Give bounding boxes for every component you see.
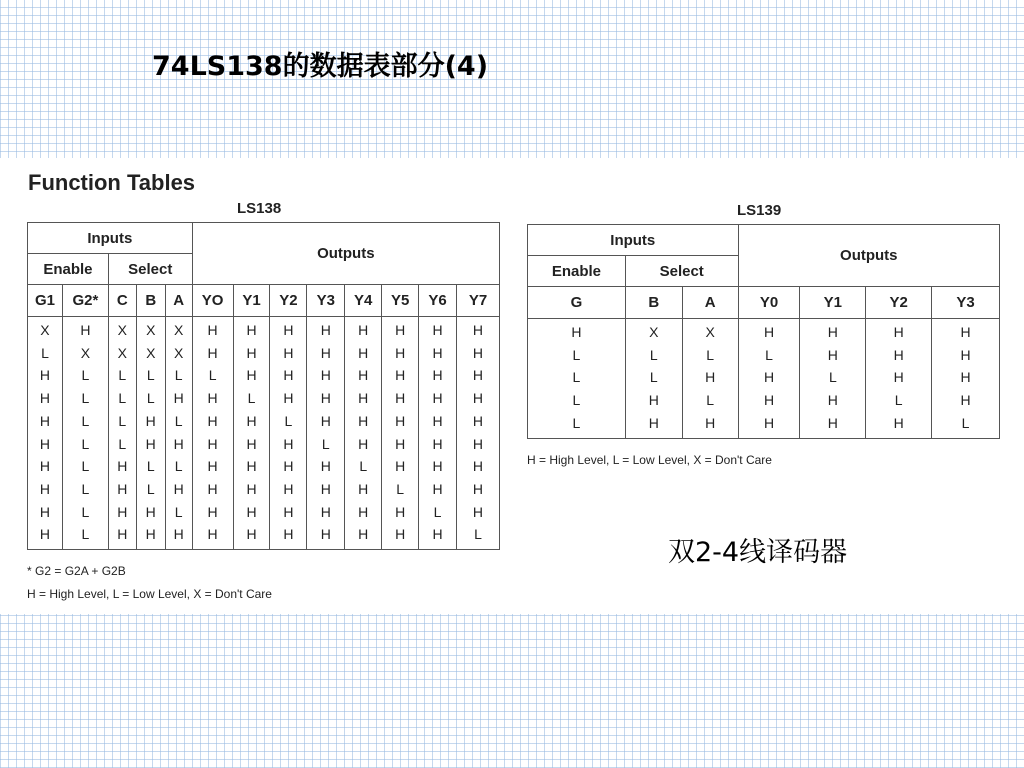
table-cell: H: [173, 390, 184, 407]
table-cell: L: [118, 412, 127, 429]
ls138-col-header: Y6: [419, 285, 457, 317]
table-cell: H: [145, 435, 156, 452]
table-cell: H: [39, 480, 51, 497]
slide-title: 74LS138的数据表部分(4): [152, 51, 489, 82]
table-cell: H: [39, 526, 51, 543]
ls139-legend: H = High Level, L = Low Level, X = Don't Care: [527, 453, 772, 467]
table-cell: H: [358, 322, 369, 338]
table-cell: H: [207, 526, 218, 543]
table-cell: L: [572, 369, 581, 386]
table-cell: H: [705, 414, 716, 431]
table-cell: H: [472, 390, 484, 407]
table-cell: H: [320, 322, 331, 338]
ls139-col-header: Y0: [738, 287, 800, 319]
ls139-col-values: [625, 319, 682, 439]
table-cell: H: [173, 526, 184, 543]
table-cell: H: [395, 526, 406, 543]
table-cell: H: [432, 480, 443, 497]
table-cell: H: [395, 367, 406, 384]
table-cell: H: [80, 322, 91, 338]
ls139-inputs-header: Inputs: [528, 225, 739, 256]
table-cell: H: [117, 458, 128, 475]
table-cell: H: [432, 412, 443, 429]
function-tables-title: Function Tables: [28, 170, 196, 195]
ls138-column-headers: [28, 285, 500, 317]
ls138-outputs-header: Outputs: [192, 223, 499, 285]
table-cell: H: [827, 346, 838, 363]
table-cell: H: [145, 412, 156, 429]
ls138-col-header: Y1: [233, 285, 270, 317]
ls138-function-table: [27, 222, 500, 550]
ls138-col-values: [307, 317, 345, 550]
ls138-col-values: [233, 317, 270, 550]
table-cell: H: [395, 322, 406, 338]
table-cell: H: [207, 390, 218, 407]
ls138-inputs-header: Inputs: [28, 223, 193, 254]
ls138-col-header: Y3: [307, 285, 345, 317]
table-cell: H: [432, 526, 443, 543]
table-cell: H: [705, 369, 716, 386]
table-cell: L: [118, 435, 127, 452]
ls138-col-header: Y2: [270, 285, 307, 317]
ls138-col-values: [108, 317, 136, 550]
table-cell: H: [827, 324, 838, 340]
table-cell: H: [39, 435, 51, 452]
table-cell: H: [395, 412, 406, 429]
table-cell: H: [432, 390, 443, 407]
table-cell: H: [960, 324, 971, 340]
ls138-col-header: G2*: [62, 285, 108, 317]
table-cell: H: [358, 367, 369, 384]
table-cell: H: [358, 412, 369, 429]
table-cell: H: [472, 480, 484, 497]
ls139-label: LS139: [737, 202, 782, 219]
ls139-column-headers: [528, 287, 1000, 319]
table-cell: H: [763, 414, 775, 431]
table-cell: L: [118, 390, 127, 407]
table-cell: H: [246, 412, 257, 429]
table-cell: X: [174, 322, 184, 338]
table-cell: X: [146, 344, 156, 361]
table-cell: L: [174, 503, 183, 520]
ls139-col-values: [738, 319, 800, 439]
table-cell: L: [81, 412, 90, 429]
ls139-col-header: B: [625, 287, 682, 319]
table-cell: L: [433, 503, 442, 520]
ls138-col-header: Y5: [382, 285, 419, 317]
table-cell: H: [893, 346, 904, 363]
ls138-col-header: A: [165, 285, 192, 317]
table-cell: L: [649, 346, 658, 363]
table-cell: H: [145, 526, 156, 543]
table-cell: L: [474, 526, 482, 543]
table-cell: H: [207, 458, 218, 475]
table-cell: L: [174, 412, 183, 429]
table-cell: L: [284, 412, 293, 429]
table-cell: L: [146, 458, 155, 475]
table-cell: X: [649, 324, 659, 340]
table-cell: H: [648, 414, 659, 431]
ls138-values-row: [28, 317, 500, 550]
table-cell: X: [705, 324, 715, 340]
table-cell: H: [472, 412, 484, 429]
table-cell: L: [81, 435, 90, 452]
table-cell: H: [320, 367, 331, 384]
table-cell: H: [960, 369, 971, 386]
table-cell: H: [246, 503, 257, 520]
ls138-col-values: [456, 317, 499, 550]
table-cell: L: [961, 414, 970, 431]
table-cell: L: [247, 390, 256, 407]
ls138-col-values: [136, 317, 165, 550]
table-cell: H: [395, 390, 406, 407]
table-cell: X: [117, 344, 127, 361]
table-cell: H: [432, 435, 443, 452]
table-cell: H: [320, 390, 331, 407]
table-cell: L: [81, 526, 90, 543]
table-cell: L: [572, 414, 581, 431]
table-cell: H: [320, 526, 331, 543]
table-cell: H: [358, 526, 369, 543]
table-cell: H: [283, 390, 294, 407]
table-cell: X: [117, 322, 127, 338]
table-cell: H: [207, 480, 218, 497]
table-cell: H: [827, 392, 838, 409]
table-cell: L: [146, 390, 155, 407]
table-cell: H: [145, 503, 156, 520]
ls138-select-header: Select: [108, 254, 192, 285]
table-cell: L: [81, 367, 90, 384]
table-cell: H: [320, 412, 331, 429]
table-cell: H: [283, 480, 294, 497]
ls138-col-header: G1: [28, 285, 63, 317]
table-cell: L: [208, 367, 217, 384]
ls138-col-values: [382, 317, 419, 550]
ls138-col-header: YO: [192, 285, 233, 317]
datasheet-excerpt: [0, 158, 1024, 614]
ls139-values-row: [528, 319, 1000, 439]
ls139-function-table: [527, 224, 1000, 439]
table-cell: H: [117, 480, 128, 497]
table-cell: H: [39, 412, 51, 429]
table-cell: L: [146, 480, 155, 497]
ls139-outputs-header: Outputs: [738, 225, 999, 287]
table-cell: H: [395, 458, 406, 475]
ls138-col-header: Y4: [345, 285, 382, 317]
ls138-col-values: [345, 317, 382, 550]
table-cell: L: [41, 344, 49, 361]
table-cell: H: [283, 344, 294, 361]
table-cell: H: [246, 480, 257, 497]
table-cell: H: [39, 458, 51, 475]
table-cell: L: [765, 346, 773, 363]
ls139-col-header: A: [682, 287, 738, 319]
table-cell: H: [763, 392, 775, 409]
table-cell: L: [146, 367, 155, 384]
table-cell: X: [146, 322, 156, 338]
table-cell: H: [117, 503, 128, 520]
table-cell: L: [321, 435, 330, 452]
table-cell: H: [648, 392, 659, 409]
table-cell: H: [246, 458, 257, 475]
table-cell: H: [207, 344, 218, 361]
table-cell: H: [893, 369, 904, 386]
table-cell: H: [358, 344, 369, 361]
table-cell: L: [572, 392, 581, 409]
table-cell: H: [207, 322, 218, 338]
table-cell: H: [283, 435, 294, 452]
table-cell: H: [472, 435, 484, 452]
ls138-enable-header: Enable: [28, 254, 109, 285]
table-cell: H: [472, 367, 484, 384]
table-cell: H: [173, 480, 184, 497]
table-cell: H: [246, 526, 257, 543]
table-cell: H: [432, 458, 443, 475]
ls139-col-header: Y1: [800, 287, 866, 319]
ls138-col-values: [192, 317, 233, 550]
table-cell: L: [174, 367, 183, 384]
table-cell: H: [283, 526, 294, 543]
table-cell: H: [246, 344, 257, 361]
table-cell: H: [246, 435, 257, 452]
ls138-col-values: [165, 317, 192, 550]
table-cell: H: [827, 414, 838, 431]
table-cell: L: [706, 392, 715, 409]
table-cell: L: [118, 367, 127, 384]
table-cell: L: [81, 480, 90, 497]
table-cell: L: [572, 346, 581, 363]
table-cell: H: [207, 435, 218, 452]
table-cell: H: [358, 435, 369, 452]
table-cell: H: [358, 390, 369, 407]
table-cell: X: [80, 344, 91, 361]
ls139-col-values: [682, 319, 738, 439]
table-cell: L: [81, 503, 90, 520]
table-cell: H: [283, 458, 294, 475]
table-cell: H: [358, 480, 369, 497]
ls138-col-header: C: [108, 285, 136, 317]
ls138-col-values: [270, 317, 307, 550]
table-cell: H: [320, 344, 331, 361]
table-cell: H: [207, 412, 218, 429]
table-cell: H: [893, 414, 904, 431]
table-cell: H: [432, 367, 443, 384]
ls138-col-values: [28, 317, 63, 550]
table-cell: H: [432, 322, 443, 338]
table-cell: H: [893, 324, 904, 340]
table-cell: H: [283, 322, 294, 338]
table-cell: H: [960, 392, 971, 409]
table-cell: H: [117, 526, 128, 543]
table-cell: H: [763, 369, 775, 386]
table-cell: H: [320, 480, 331, 497]
table-cell: H: [472, 503, 484, 520]
table-cell: H: [472, 458, 484, 475]
ls139-col-values: [528, 319, 626, 439]
ls139-enable-header: Enable: [528, 256, 626, 287]
table-cell: H: [246, 367, 257, 384]
ls139-select-header: Select: [625, 256, 738, 287]
table-cell: H: [571, 324, 582, 340]
ls139-col-values: [932, 319, 1000, 439]
table-cell: L: [81, 390, 90, 407]
table-cell: H: [395, 503, 406, 520]
ls138-label: LS138: [237, 200, 282, 217]
table-cell: H: [320, 503, 331, 520]
table-cell: X: [174, 344, 184, 361]
ls139-col-header: Y2: [866, 287, 932, 319]
table-cell: L: [828, 369, 837, 386]
table-cell: H: [960, 346, 971, 363]
ls139-col-values: [800, 319, 866, 439]
caption-dual-2-4-decoder: 双2-4线译码器: [668, 537, 848, 568]
table-cell: L: [174, 458, 183, 475]
table-cell: L: [81, 458, 90, 475]
ls138-col-values: [419, 317, 457, 550]
ls139-col-header: G: [528, 287, 626, 319]
table-cell: H: [283, 367, 294, 384]
table-cell: H: [358, 503, 369, 520]
table-cell: H: [39, 390, 51, 407]
ls138-legend: H = High Level, L = Low Level, X = Don't Care: [27, 587, 272, 601]
ls138-col-values: [62, 317, 108, 550]
table-cell: H: [395, 435, 406, 452]
ls138-footnote: * G2 = G2A + G2B: [27, 564, 126, 578]
table-cell: L: [649, 369, 658, 386]
ls138-col-header: B: [136, 285, 165, 317]
table-cell: H: [320, 458, 331, 475]
ls138-col-header: Y7: [456, 285, 499, 317]
table-cell: H: [246, 322, 257, 338]
ls139-col-header: Y3: [932, 287, 1000, 319]
table-cell: L: [359, 458, 368, 475]
table-cell: L: [396, 480, 405, 497]
table-cell: H: [39, 367, 51, 384]
table-cell: H: [472, 322, 484, 338]
table-cell: H: [395, 344, 406, 361]
table-cell: H: [472, 344, 484, 361]
ls139-col-values: [866, 319, 932, 439]
table-cell: L: [894, 392, 903, 409]
table-cell: X: [40, 322, 50, 338]
table-cell: H: [207, 503, 218, 520]
table-cell: L: [706, 346, 715, 363]
table-cell: H: [39, 503, 51, 520]
table-cell: H: [283, 503, 294, 520]
table-cell: H: [432, 344, 443, 361]
table-cell: H: [763, 324, 775, 340]
table-cell: H: [173, 435, 184, 452]
